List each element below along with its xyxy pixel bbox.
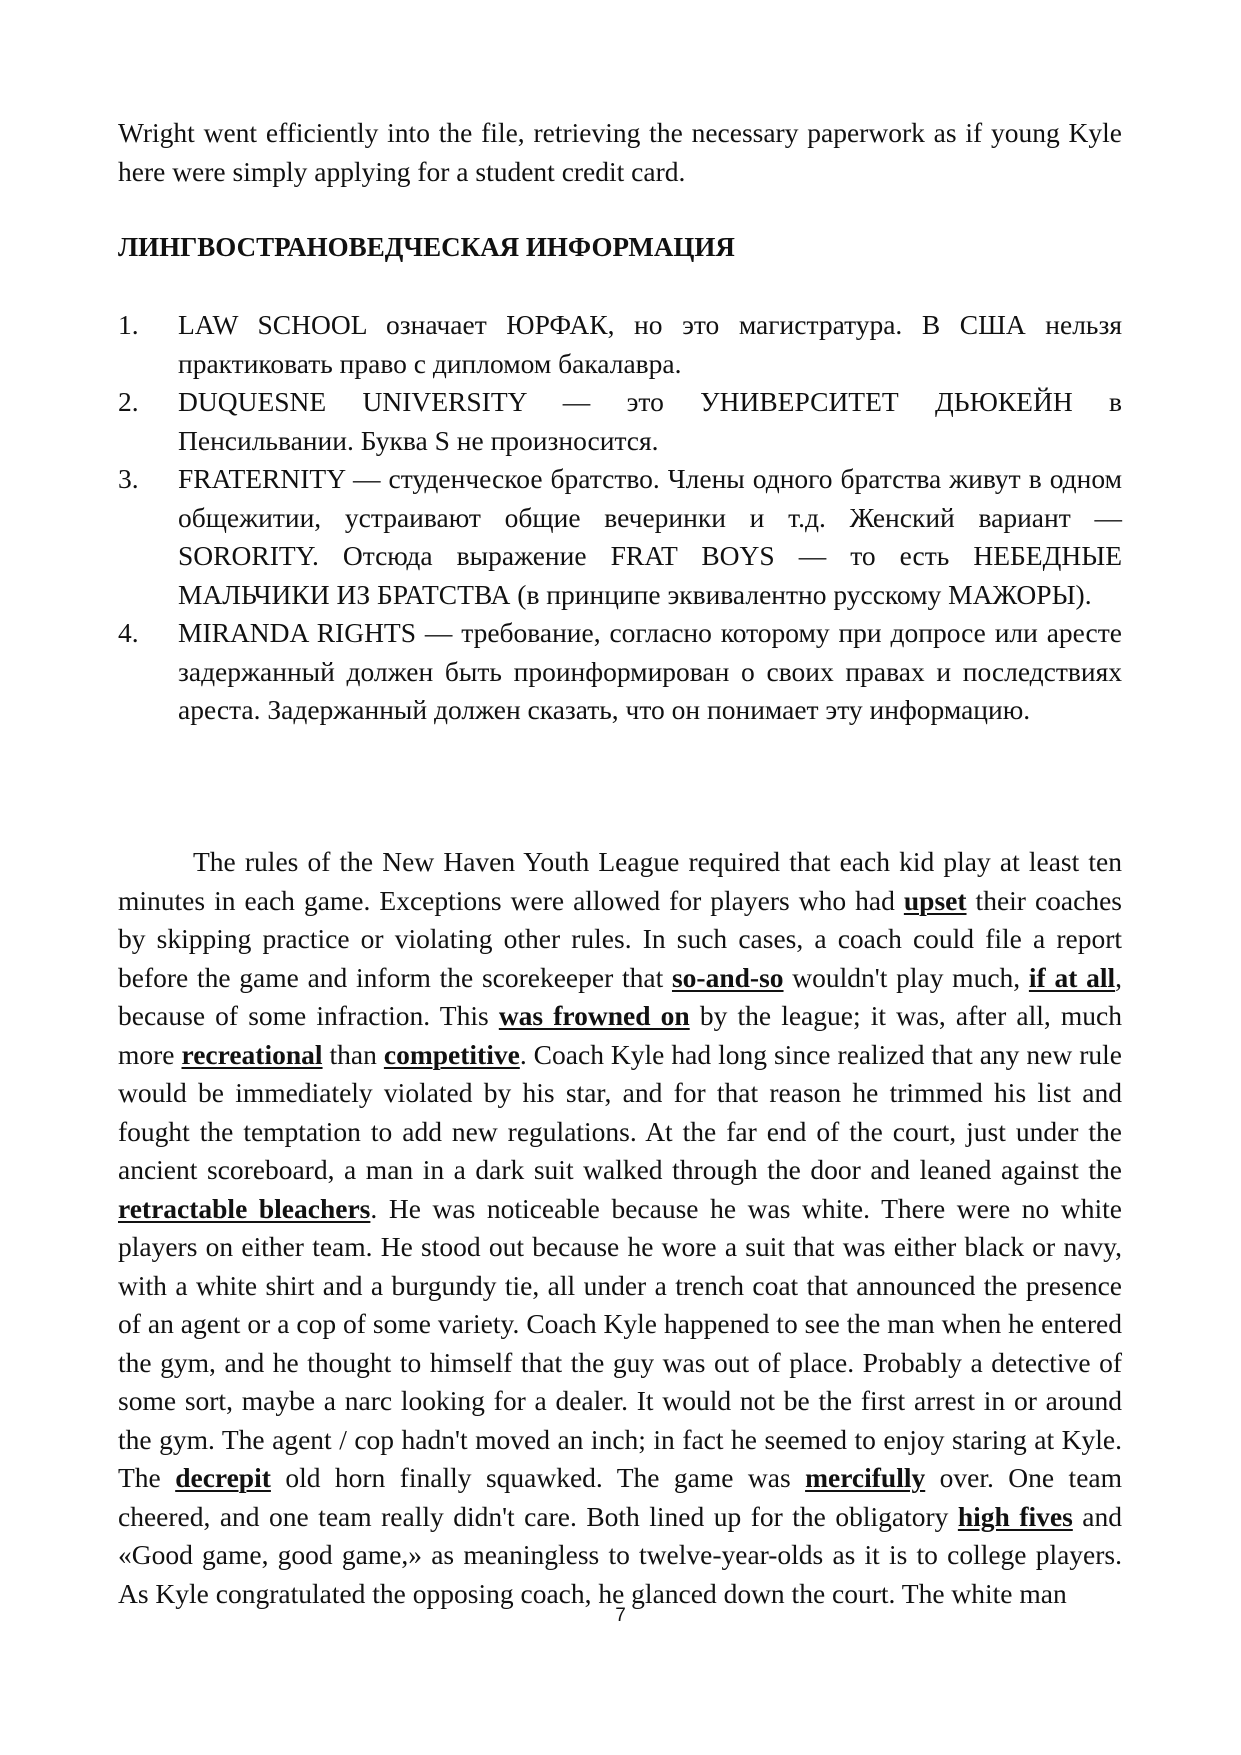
vocabulary-keyword: so-and-so [671, 961, 784, 993]
note-item [118, 460, 1122, 614]
vocabulary-keyword: was frowned on [498, 1000, 690, 1031]
note-number: 2. [118, 386, 139, 417]
vocabulary-keyword: if at all [1028, 961, 1116, 993]
vocabulary-keyword: decrepit [175, 1462, 271, 1493]
section-heading: ЛИНГВОСТРАНОВЕДЧЕСКАЯ ИНФОРМАЦИЯ [118, 232, 735, 262]
note-item [118, 306, 1122, 383]
note-text: MIRANDA RIGHTS — требование, согласно которому при допросе или аресте задержанный должен быть проинформирован о своих правах и последствиях ареста. Задержанный должен сказать, что он понимает эту информацию. [178, 617, 1122, 725]
note-item [118, 383, 1122, 460]
note-text: LAW SCHOOL означает ЮРФАК, но это магистратура. В США нельзя практиковать право с дипломом бакалавра. [178, 309, 1122, 379]
main-paragraph: The rules of the New Haven Youth League required that each kid play at least ten minutes in each game. Exceptions were allowed for players who had upset their coaches by skipping practice or violating other rules. In such cases, a coach could file a report before the game and inform the scorekeeper that so-and-so wouldn't play much, if at all, because of some infraction. This was frowned on by the league; it was, after all, much more recreational than competitive. Coach Kyle had long since realized that any new rule would be immediately violated by his star, and for that reason he trimmed his list and fought the temptation to add new regulations. At the far end of the court, just under the ancient scoreboard, a man in a dark suit walked through the door and leaned against the retractable bleachers. He was noticeable because he was white. There were no white players on either team. He stood out because he wore a suit that was either black or navy, with a white shirt and a burgundy tie, all under a trench coat that announced the presence of an agent or a cop of some variety. Coach Kyle happened to see the man when he entered the gym, and he thought to himself that the guy was out of place. Probably a detective of some sort, maybe a narc looking for a dealer. It would not be the first arrest in or around the gym. The agent / cop hadn't moved an inch; in fact he seemed to enjoy staring at Kyle. The decrepit old horn finally squawked. The game was mercifully over. One team cheered, and one team really didn't care. Both lined up for the obligatory high fives and «Good game, good game,» as meaningless to twelve-year-olds as it is to college players. As Kyle congratulated the opposing coach, he glanced down the court. The white man [118, 846, 1123, 1609]
note-number: 4. [118, 617, 139, 648]
note-item [118, 614, 1122, 730]
notes-list [118, 306, 1122, 730]
note-text: FRATERNITY — студенческое братство. Члены одного братства живут в одном общежитии, устраивают общие вечеринки и т.д. Женский вариант — SORORITY. Отсюда выражение FRAT BOYS — то есть НЕБЕДНЫЕ МАЛЬЧИКИ ИЗ БРАТСТВА (в принципе эквивалентно русскому МАЖОРЫ). [178, 463, 1122, 610]
vocabulary-keyword: recreational [181, 1038, 323, 1070]
vocabulary-keyword: mercifully [805, 1462, 926, 1493]
vocabulary-keyword: upset [903, 884, 967, 916]
intro-paragraph: Wright went efficiently into the file, retrieving the necessary paperwork as if young Kyle here were simply applying for a student credit card. [118, 117, 1122, 187]
vocabulary-keyword: high fives [957, 1500, 1073, 1532]
note-number: 3. [118, 463, 139, 494]
note-number: 1. [118, 309, 139, 340]
note-text: DUQUESNE UNIVERSITY — это УНИВЕРСИТЕТ ДЬЮКЕЙН в Пенсильвании. Буква S не произносится. [178, 386, 1122, 456]
page-number: 7 [615, 1605, 626, 1626]
vocabulary-keyword: competitive [383, 1038, 520, 1070]
vocabulary-keyword: retractable bleachers [118, 1192, 371, 1224]
